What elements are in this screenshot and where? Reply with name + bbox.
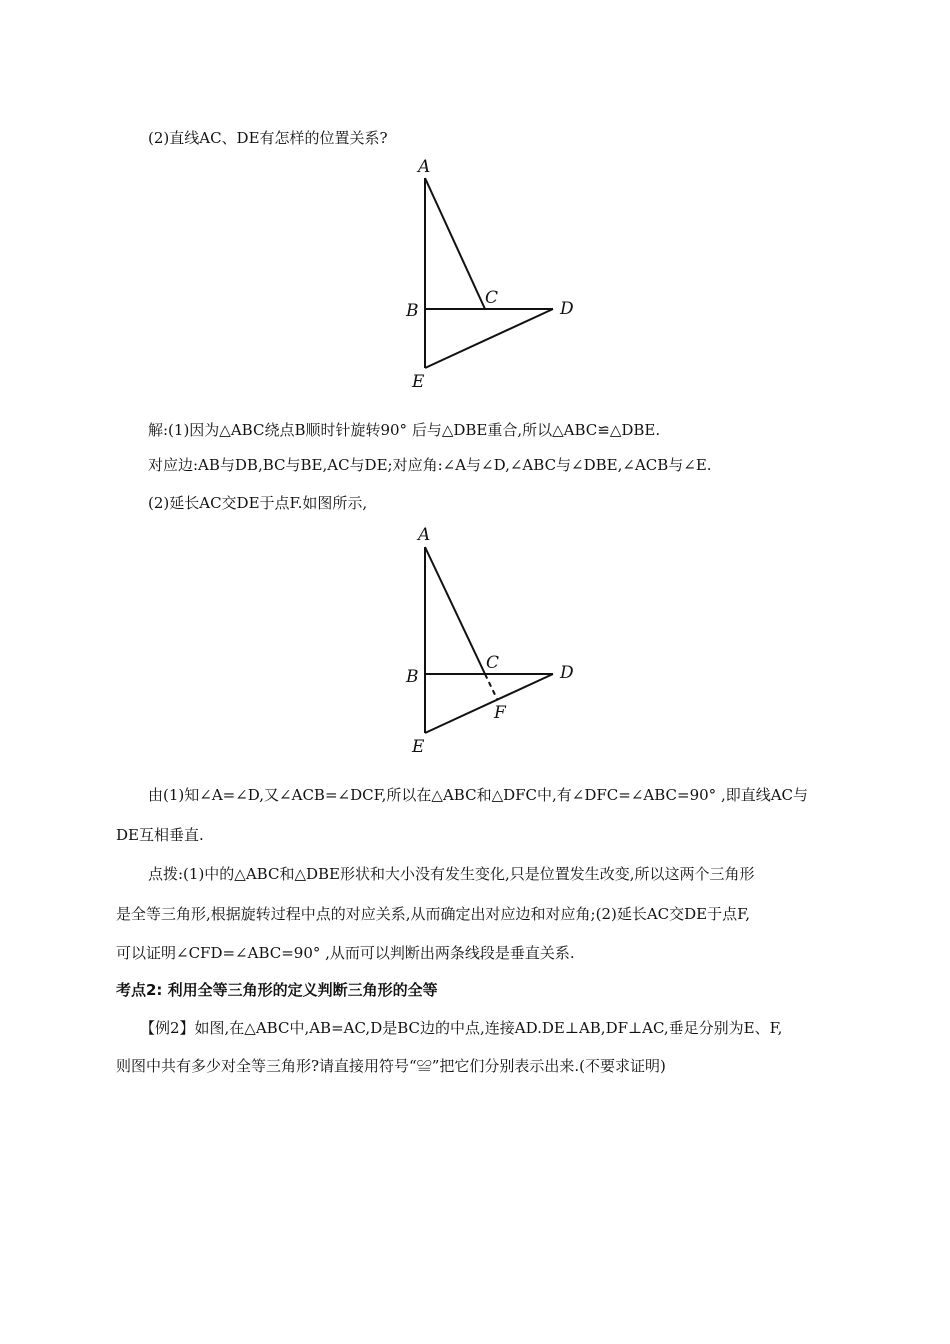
proof-line-2: DE互相垂直. [116,826,204,844]
figure-extended-AC [400,516,590,761]
segment-DE [425,309,553,368]
hint-line-1: 点拨:(1)中的△ABC和△DBE形状和大小没有发生变化,只是位置发生改变,所以这两个三角形 [148,865,755,883]
label-E: E [412,372,425,392]
label-F: F [494,703,506,723]
hint-line-2: 是全等三角形,根据旋转过程中点的对应关系,从而确定出对应边和对应角;(2)延长AC交DE于点F, [116,905,750,923]
label-C: C [486,653,500,673]
example-2-line-2: 则图中共有多少对全等三角形?请直接用符号“≌”把它们分别表示出来.(不要求证明) [116,1057,666,1075]
label-B: B [406,667,419,687]
label-D: D [560,663,574,683]
example-2-line-1: 【例2】如图,在△ABC中,AB=AC,D是BC边的中点,连接AD.DE⊥AB,DF⊥AC,垂足分别为E、F, [140,1019,783,1037]
proof-line-1: 由(1)知∠A=∠D,又∠ACB=∠DCF,所以在△ABC和△DFC中,有∠DFC=∠ABC=90° ,即直线AC与 [148,786,809,804]
figure-rotation-triangles [400,150,590,395]
segment-AC [425,178,485,309]
section-heading: 考点2: 利用全等三角形的定义判断三角形的全等 [116,981,438,999]
label-C: C [485,288,499,308]
question-2-text: (2)直线AC、DE有怎样的位置关系? [148,129,388,147]
label-A: A [418,525,431,545]
segment-CF-dashed [485,674,497,699]
label-D: D [560,299,574,319]
label-A: A [418,157,431,177]
solution-line-3: (2)延长AC交DE于点F.如图所示, [148,494,368,512]
label-B: B [406,301,419,321]
solution-line-1: 解:(1)因为△ABC绕点B顺时针旋转90° 后与△DBE重合,所以△ABC≌△DBE. [148,421,661,439]
solution-line-2: 对应边:AB与DB,BC与BE,AC与DE;对应角:∠A与∠D,∠ABC与∠DBE,∠ACB与∠E. [148,456,712,474]
label-E: E [412,737,425,757]
hint-line-3: 可以证明∠CFD=∠ABC=90° ,从而可以判断出两条线段是垂直关系. [116,944,575,962]
segment-AC [425,547,485,674]
